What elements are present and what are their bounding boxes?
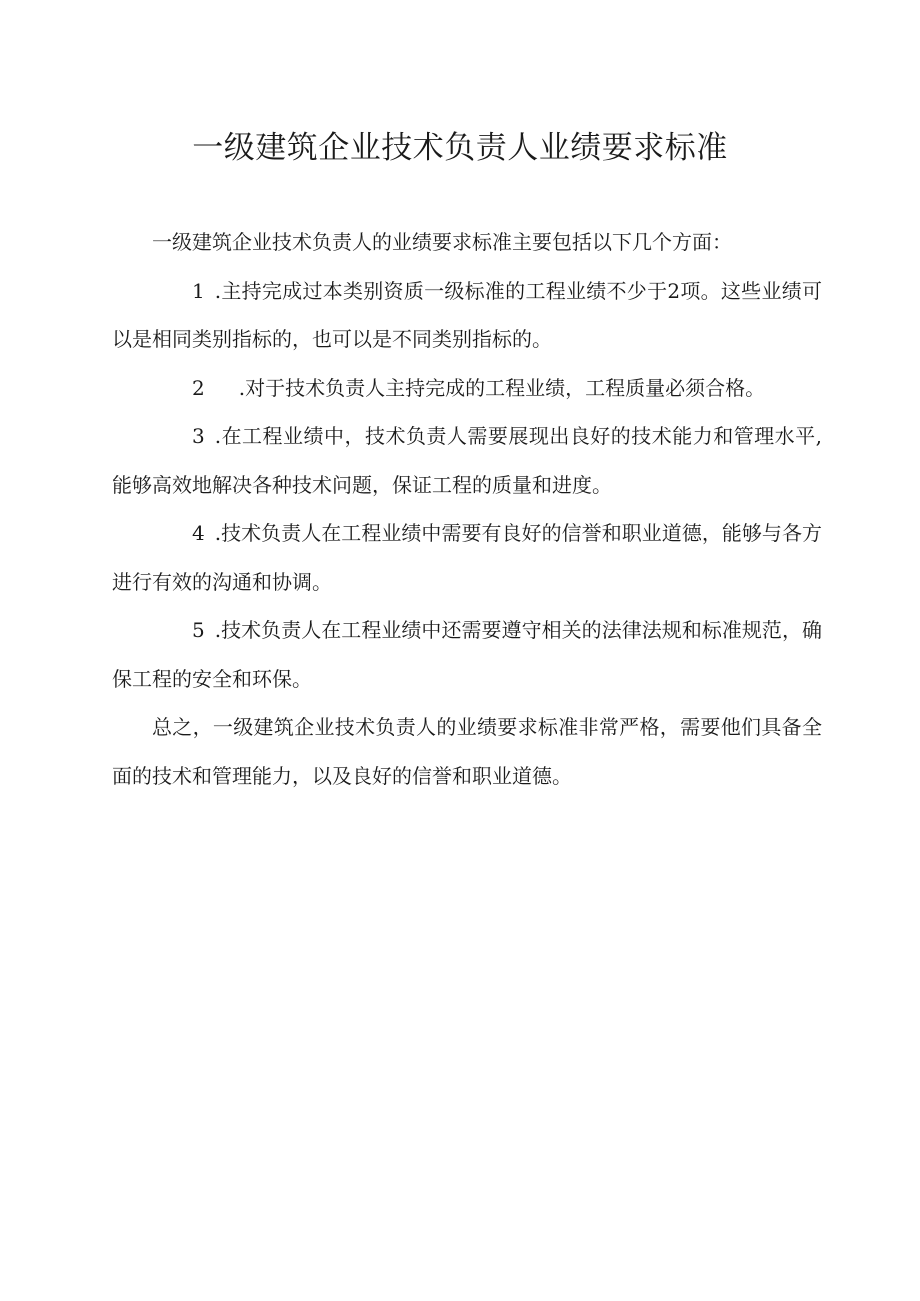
- item-text: .技术负责人在工程业绩中还需要遵守相关的法律法规和标准规范，确保工程的安全和环保。: [112, 618, 822, 691]
- list-item: [112, 412, 822, 509]
- item-number: 1: [192, 278, 205, 303]
- intro-paragraph: 一级建筑企业技术负责人的业绩要求标准主要包括以下几个方面：: [152, 230, 732, 254]
- list-item: [112, 509, 822, 606]
- item-number: 3: [192, 424, 205, 448]
- conclusion-paragraph: 总之，一级建筑企业技术负责人的业绩要求标准非常严格，需要他们具备全面的技术和管理能力，以及良好的信誉和职业道德。: [112, 715, 822, 788]
- document-body: [112, 218, 822, 800]
- list-item: [112, 267, 822, 364]
- item-text: .对于技术负责人主持完成的工程业绩，工程质量必须合格。: [238, 375, 766, 400]
- list-item: [112, 364, 822, 413]
- item-text: .在工程业绩中，技术负责人需要展现出良好的技术能力和管理水平,能够高效地解决各种技术问题，保证工程的质量和进度。: [112, 424, 822, 497]
- document-title: 一级建筑企业技术负责人业绩要求标准: [192, 130, 728, 166]
- item-number: 4: [192, 521, 205, 545]
- list-item: [112, 606, 822, 703]
- item-text: .主持完成过本类别资质一级标准的工程业绩不少于2项。这些业绩可以是相同类别指标的，也可以是不同类别指标的。: [112, 278, 822, 351]
- item-number: 5: [192, 618, 205, 642]
- item-number: 2: [192, 375, 205, 400]
- item-text: .技术负责人在工程业绩中需要有良好的信誉和职业道德，能够与各方进行有效的沟通和协调。: [112, 521, 822, 594]
